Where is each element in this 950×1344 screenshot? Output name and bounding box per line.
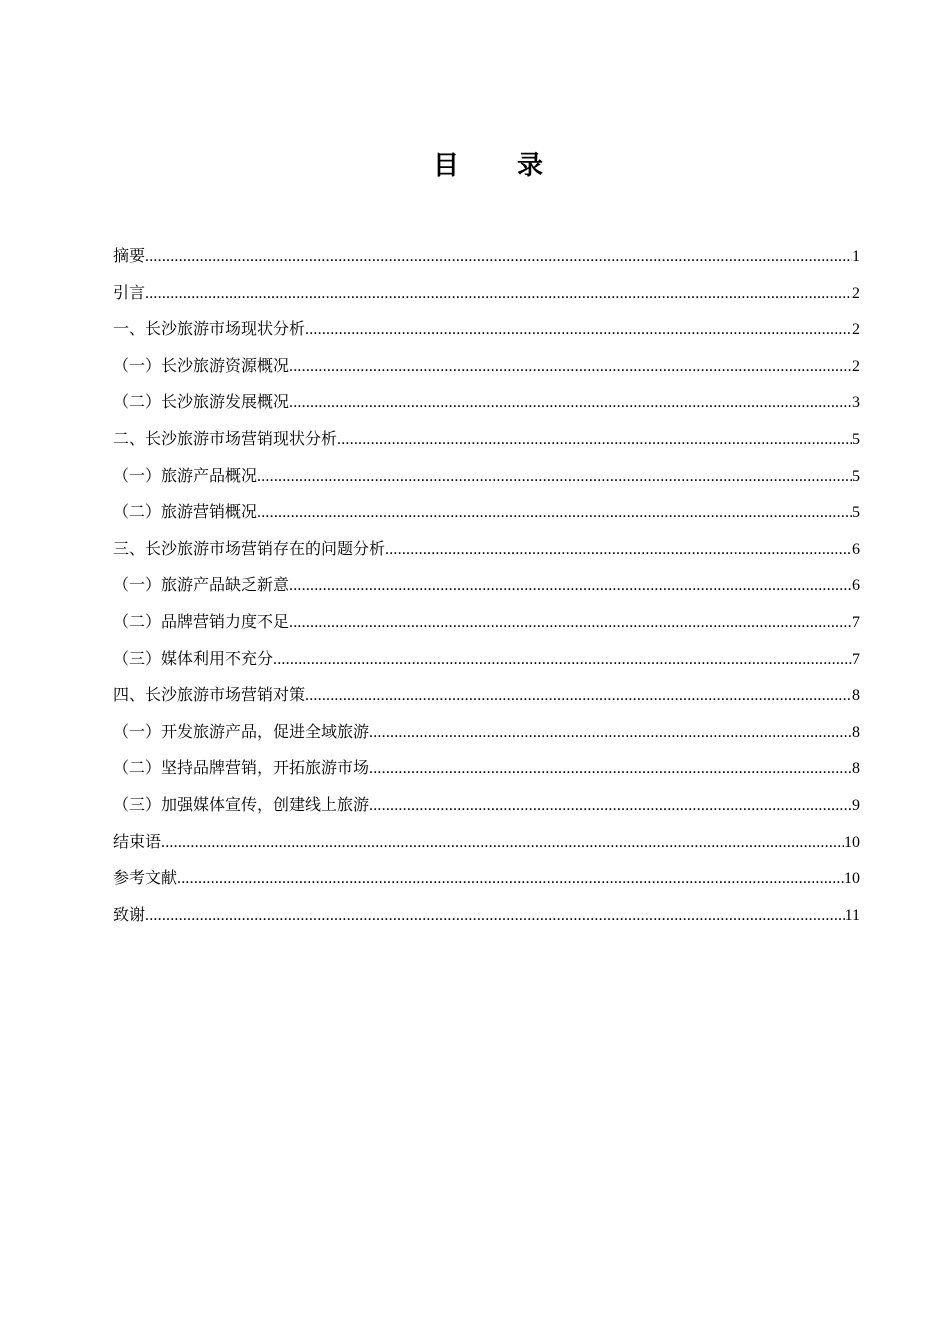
dot-leader [161,831,844,855]
dot-leader [369,794,852,818]
toc-entry[interactable] [113,610,860,647]
toc-entry[interactable] [113,720,860,757]
dot-leader [273,648,852,672]
toc-entry-page: 6 [852,577,860,595]
toc-entry-label: 二、长沙旅游市场营销现状分析 [113,428,338,448]
toc-entry[interactable] [113,866,860,903]
toc-entry-label: （二）坚持品牌营销，开拓旅游市场 [113,758,370,778]
toc-entry-page: 10 [844,870,860,888]
dot-leader [289,574,852,598]
toc-entry[interactable] [113,537,860,574]
toc-entry-label: （三）媒体利用不充分 [113,648,274,668]
toc-entry-page: 10 [844,833,860,851]
toc-entry[interactable] [113,354,860,391]
toc-entry-label: 摘要 [113,246,146,265]
toc-entry-page: 5 [852,430,860,448]
toc-entry-page: 8 [852,760,860,778]
toc-entry-page: 8 [852,723,860,741]
toc-entry[interactable] [113,464,860,501]
toc-entry-page: 11 [844,906,860,924]
toc-entry-page: 8 [852,687,860,705]
toc-entry-label: 四、长沙旅游市场营销对策 [113,685,306,705]
toc-entry-label: （一）旅游产品概况 [113,465,258,485]
dot-leader [305,684,852,708]
toc-entry-page: 7 [852,650,860,668]
toc-entry-page: 5 [852,504,860,522]
toc-entry[interactable] [113,427,860,464]
toc-entry-label: 一、长沙旅游市场现状分析 [113,319,306,339]
title-char-2: 录 [517,151,544,181]
dot-leader [385,538,852,562]
toc-entry-page: 3 [852,394,860,412]
toc-entry[interactable] [113,756,860,793]
toc-entry[interactable] [113,683,860,720]
dot-leader [257,465,852,489]
toc-entry-page: 2 [852,357,860,375]
toc-entry-label: （二）品牌营销力度不足 [113,611,290,631]
toc-entry-page: 1 [852,248,860,265]
dot-leader [289,391,852,415]
toc-entry[interactable] [113,281,860,318]
toc-entry-label: （三）加强媒体宣传，创建线上旅游 [113,794,370,814]
dot-leader [257,501,852,525]
toc-entry-label: 三、长沙旅游市场营销存在的问题分析 [113,538,386,558]
toc-title [0,145,950,182]
toc-entry-label: 结束语 [113,831,162,851]
toc-entry[interactable] [113,500,860,537]
toc-entry[interactable] [113,390,860,427]
toc-entry-label: （一）开发旅游产品，促进全域旅游 [113,721,370,741]
toc-entry[interactable] [113,573,860,610]
dot-leader [369,721,852,745]
dot-leader [337,428,852,452]
dot-leader [289,355,852,379]
toc-entry-label: （一）旅游产品缺乏新意 [113,575,290,595]
dot-leader [289,611,852,635]
toc-entry-page: 5 [852,467,860,485]
dot-leader [145,904,845,928]
toc-entry-page: 6 [852,540,860,558]
toc-entry-page: 2 [852,284,860,302]
toc-entry-label: 引言 [113,282,146,302]
toc-entry-page: 9 [852,796,860,814]
toc-entry-label: 参考文献 [113,868,178,888]
toc-entry-label: （一）长沙旅游资源概况 [113,355,290,375]
title-char-1: 目 [432,151,459,181]
dot-leader [145,245,852,269]
toc-entry[interactable] [113,647,860,684]
toc-entry-label: （二）旅游营销概况 [113,502,258,522]
dot-leader [145,282,852,306]
toc-entry[interactable] [113,903,860,940]
toc-entry-page: 7 [852,613,860,631]
toc-entry-label: 致谢 [113,904,146,924]
dot-leader [369,757,852,781]
toc-entry[interactable] [113,830,860,867]
toc-entry[interactable] [113,244,860,281]
toc-entry[interactable] [113,793,860,830]
toc-entry[interactable] [113,317,860,354]
dot-leader [305,318,852,342]
toc-entry-page: 2 [852,321,860,339]
toc-entry-label: （二）长沙旅游发展概况 [113,392,290,412]
dot-leader [177,867,844,891]
table-of-contents [113,244,860,939]
